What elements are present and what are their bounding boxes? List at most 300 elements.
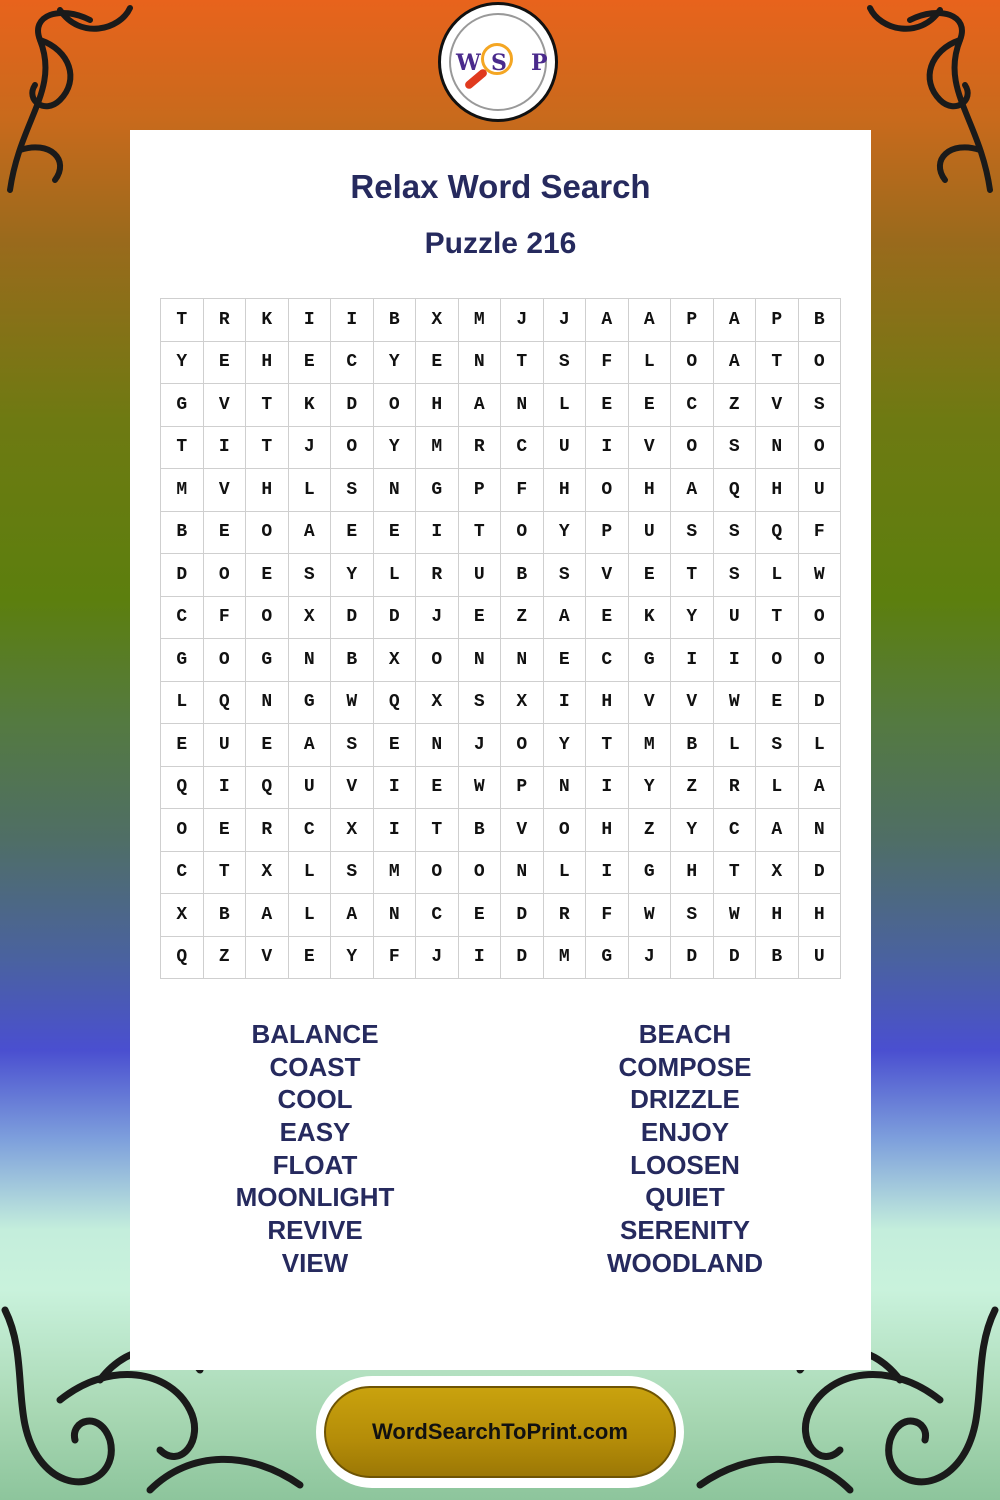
grid-cell[interactable]: D [501, 894, 544, 937]
grid-cell[interactable]: J [501, 299, 544, 342]
word-item: BEACH [638, 1019, 732, 1049]
grid-cell[interactable]: U [628, 511, 671, 554]
grid-cell[interactable]: S [798, 384, 841, 427]
grid-cell[interactable]: C [161, 596, 204, 639]
grid-cell[interactable]: D [331, 596, 374, 639]
grid-cell[interactable]: N [501, 851, 544, 894]
grid-cell[interactable]: X [501, 681, 544, 724]
grid-cell[interactable]: Y [543, 511, 586, 554]
grid-cell[interactable]: H [543, 469, 586, 512]
grid-cell[interactable]: U [458, 554, 501, 597]
grid-cell[interactable]: P [586, 511, 629, 554]
grid-cell[interactable]: Y [628, 766, 671, 809]
grid-cell[interactable]: X [331, 809, 374, 852]
grid-cell[interactable]: L [713, 724, 756, 767]
grid-cell[interactable]: O [246, 511, 289, 554]
grid-cell[interactable]: S [458, 681, 501, 724]
grid-cell[interactable]: N [501, 384, 544, 427]
grid-cell[interactable]: E [628, 384, 671, 427]
grid-cell[interactable]: R [543, 894, 586, 937]
grid-cell[interactable]: D [331, 384, 374, 427]
grid-cell[interactable]: F [203, 596, 246, 639]
grid-cell[interactable]: E [161, 724, 204, 767]
word-item: MOONLIGHT [235, 1182, 395, 1213]
grid-cell[interactable]: B [501, 554, 544, 597]
grid-cell[interactable]: U [798, 469, 841, 512]
grid-cell[interactable]: H [756, 894, 799, 937]
grid-cell[interactable]: I [713, 639, 756, 682]
grid-cell[interactable]: T [756, 596, 799, 639]
word-item: REVIVE [267, 1215, 363, 1246]
grid-cell[interactable]: Z [713, 384, 756, 427]
grid-cell[interactable]: B [161, 511, 204, 554]
grid-cell[interactable]: I [586, 766, 629, 809]
grid-cell[interactable]: H [586, 809, 629, 852]
grid-cell[interactable]: L [288, 851, 331, 894]
grid-cell[interactable]: T [246, 384, 289, 427]
letter-grid[interactable] [160, 298, 841, 979]
grid-cell[interactable]: G [586, 936, 629, 979]
grid-cell[interactable]: F [373, 936, 416, 979]
wsp-logo[interactable] [438, 2, 558, 122]
grid-cell[interactable]: S [331, 469, 374, 512]
grid-cell[interactable]: Z [203, 936, 246, 979]
grid-cell[interactable]: A [288, 724, 331, 767]
grid-cell[interactable]: O [586, 469, 629, 512]
grid-cell[interactable]: A [288, 511, 331, 554]
grid-cell[interactable]: C [161, 851, 204, 894]
grid-cell[interactable]: H [671, 851, 714, 894]
grid-row [161, 809, 841, 852]
grid-cell[interactable]: E [543, 639, 586, 682]
grid-cell[interactable]: M [543, 936, 586, 979]
word-list-left [130, 1018, 500, 1280]
grid-cell[interactable]: J [288, 426, 331, 469]
grid-cell[interactable]: L [373, 554, 416, 597]
grid-cell[interactable]: G [628, 851, 671, 894]
grid-cell[interactable]: O [246, 596, 289, 639]
grid-row [161, 426, 841, 469]
grid-row [161, 469, 841, 512]
grid-cell[interactable]: A [713, 341, 756, 384]
grid-cell[interactable]: G [416, 469, 459, 512]
grid-cell[interactable]: S [288, 554, 331, 597]
grid-cell[interactable]: E [246, 554, 289, 597]
grid-cell[interactable]: B [458, 809, 501, 852]
grid-cell[interactable]: C [586, 639, 629, 682]
grid-cell[interactable]: H [756, 469, 799, 512]
grid-cell[interactable]: S [543, 554, 586, 597]
grid-cell[interactable]: E [246, 724, 289, 767]
grid-cell[interactable]: T [671, 554, 714, 597]
grid-cell[interactable]: M [416, 426, 459, 469]
grid-cell[interactable]: E [288, 936, 331, 979]
grid-cell[interactable]: S [543, 341, 586, 384]
grid-cell[interactable]: B [331, 639, 374, 682]
grid-cell[interactable]: E [203, 511, 246, 554]
grid-cell[interactable]: K [288, 384, 331, 427]
grid-cell[interactable]: A [586, 299, 629, 342]
word-item: LOOSEN [630, 1149, 740, 1180]
grid-cell[interactable]: S [713, 554, 756, 597]
word-item: DRIZZLE [630, 1084, 740, 1115]
grid-cell[interactable]: I [458, 936, 501, 979]
grid-cell[interactable]: X [373, 639, 416, 682]
grid-cell[interactable]: R [416, 554, 459, 597]
grid-cell[interactable]: A [756, 809, 799, 852]
grid-row [161, 384, 841, 427]
grid-cell[interactable]: O [458, 851, 501, 894]
grid-cell[interactable]: V [671, 681, 714, 724]
ornament-top-left [0, 0, 140, 200]
grid-cell[interactable]: R [458, 426, 501, 469]
grid-cell[interactable]: L [628, 341, 671, 384]
grid-cell[interactable]: Q [161, 766, 204, 809]
word-item: WOODLAND [607, 1247, 763, 1278]
grid-row [161, 681, 841, 724]
grid-cell[interactable]: E [586, 596, 629, 639]
grid-cell[interactable]: I [416, 511, 459, 554]
grid-cell[interactable]: M [458, 299, 501, 342]
grid-cell[interactable]: L [161, 681, 204, 724]
grid-cell[interactable]: N [798, 809, 841, 852]
grid-cell[interactable]: E [288, 341, 331, 384]
site-link-button[interactable]: WordSearchToPrint.com [324, 1386, 676, 1478]
grid-cell[interactable]: T [161, 299, 204, 342]
grid-cell[interactable]: I [203, 766, 246, 809]
grid-cell[interactable]: O [416, 639, 459, 682]
grid-cell[interactable]: B [671, 724, 714, 767]
grid-cell[interactable]: N [501, 639, 544, 682]
grid-cell[interactable]: E [458, 894, 501, 937]
grid-cell[interactable]: V [203, 469, 246, 512]
grid-cell[interactable]: L [288, 894, 331, 937]
grid-cell[interactable]: Y [671, 809, 714, 852]
grid-cell[interactable]: W [458, 766, 501, 809]
grid-cell[interactable]: V [203, 384, 246, 427]
grid-cell[interactable]: R [713, 766, 756, 809]
grid-cell[interactable]: A [246, 894, 289, 937]
grid-cell[interactable]: J [416, 936, 459, 979]
grid-cell[interactable]: V [756, 384, 799, 427]
grid-cell[interactable]: E [756, 681, 799, 724]
grid-cell[interactable]: S [671, 894, 714, 937]
grid-cell[interactable]: U [798, 936, 841, 979]
grid-row [161, 596, 841, 639]
grid-cell[interactable]: G [246, 639, 289, 682]
site-link-frame [316, 1376, 684, 1488]
grid-cell[interactable]: A [543, 596, 586, 639]
grid-cell[interactable]: N [288, 639, 331, 682]
grid-cell[interactable]: C [331, 341, 374, 384]
grid-cell[interactable]: E [373, 724, 416, 767]
logo-letter-s: S [491, 50, 507, 76]
grid-cell[interactable]: K [628, 596, 671, 639]
grid-cell[interactable]: F [501, 469, 544, 512]
grid-cell[interactable]: H [246, 469, 289, 512]
grid-cell[interactable]: A [458, 384, 501, 427]
grid-cell[interactable]: W [798, 554, 841, 597]
grid-cell[interactable]: B [203, 894, 246, 937]
grid-cell[interactable]: M [373, 851, 416, 894]
word-item: BALANCE [251, 1019, 379, 1049]
grid-cell[interactable]: A [671, 469, 714, 512]
grid-cell[interactable]: U [288, 766, 331, 809]
grid-cell[interactable]: I [373, 809, 416, 852]
grid-cell[interactable]: W [713, 894, 756, 937]
grid-cell[interactable]: J [416, 596, 459, 639]
grid-cell[interactable]: V [628, 681, 671, 724]
grid-cell[interactable]: O [798, 639, 841, 682]
grid-cell[interactable]: I [288, 299, 331, 342]
grid-cell[interactable]: S [756, 724, 799, 767]
grid-cell[interactable]: C [671, 384, 714, 427]
grid-cell[interactable]: E [416, 341, 459, 384]
grid-cell[interactable]: L [543, 851, 586, 894]
grid-cell[interactable]: N [458, 341, 501, 384]
grid-cell[interactable]: Q [756, 511, 799, 554]
grid-cell[interactable]: C [288, 809, 331, 852]
grid-row [161, 639, 841, 682]
grid-cell[interactable]: S [713, 426, 756, 469]
grid-cell[interactable]: O [501, 511, 544, 554]
grid-row [161, 341, 841, 384]
grid-cell[interactable]: E [203, 809, 246, 852]
grid-cell[interactable]: L [288, 469, 331, 512]
grid-cell[interactable]: B [798, 299, 841, 342]
grid-cell[interactable]: O [798, 426, 841, 469]
grid-cell[interactable]: S [331, 724, 374, 767]
grid-cell[interactable]: G [288, 681, 331, 724]
grid-cell[interactable]: N [756, 426, 799, 469]
grid-cell[interactable]: J [628, 936, 671, 979]
grid-cell[interactable]: V [628, 426, 671, 469]
word-item: ENJOY [640, 1117, 730, 1148]
grid-cell[interactable]: T [246, 426, 289, 469]
grid-cell[interactable]: D [373, 596, 416, 639]
grid-cell[interactable]: N [458, 639, 501, 682]
grid-cell[interactable]: E [458, 596, 501, 639]
grid-cell[interactable]: D [713, 936, 756, 979]
word-item: COAST [269, 1051, 361, 1082]
grid-cell[interactable]: P [756, 299, 799, 342]
grid-cell[interactable]: O [501, 724, 544, 767]
grid-cell[interactable]: V [331, 766, 374, 809]
grid-cell[interactable]: G [161, 384, 204, 427]
grid-cell[interactable]: O [798, 341, 841, 384]
grid-cell[interactable]: D [798, 681, 841, 724]
grid-cell[interactable]: O [373, 384, 416, 427]
grid-cell[interactable]: C [501, 426, 544, 469]
grid-cell[interactable]: B [373, 299, 416, 342]
grid-cell[interactable]: C [713, 809, 756, 852]
grid-cell[interactable]: O [671, 426, 714, 469]
grid-cell[interactable]: L [543, 384, 586, 427]
grid-cell[interactable]: T [203, 851, 246, 894]
grid-cell[interactable]: T [501, 341, 544, 384]
grid-cell[interactable]: O [161, 809, 204, 852]
grid-cell[interactable]: K [246, 299, 289, 342]
grid-cell[interactable]: Z [671, 766, 714, 809]
grid-cell[interactable]: D [798, 851, 841, 894]
grid-row [161, 554, 841, 597]
grid-cell[interactable]: I [203, 426, 246, 469]
grid-cell[interactable]: H [416, 384, 459, 427]
grid-cell[interactable]: E [203, 341, 246, 384]
grid-cell[interactable]: E [586, 384, 629, 427]
grid-cell[interactable]: E [416, 766, 459, 809]
grid-cell[interactable]: Q [246, 766, 289, 809]
grid-cell[interactable]: A [798, 766, 841, 809]
grid-cell[interactable]: U [543, 426, 586, 469]
grid-cell[interactable]: Y [373, 341, 416, 384]
grid-cell[interactable]: O [543, 809, 586, 852]
grid-cell[interactable]: G [628, 639, 671, 682]
grid-cell[interactable]: U [203, 724, 246, 767]
grid-cell[interactable]: S [331, 851, 374, 894]
grid-cell[interactable]: V [246, 936, 289, 979]
grid-row [161, 936, 841, 979]
grid-cell[interactable]: L [756, 554, 799, 597]
grid-cell[interactable]: O [203, 554, 246, 597]
grid-cell[interactable]: P [501, 766, 544, 809]
grid-cell[interactable]: F [586, 894, 629, 937]
grid-cell[interactable]: X [416, 299, 459, 342]
grid-cell[interactable]: S [713, 511, 756, 554]
grid-cell[interactable]: R [246, 809, 289, 852]
word-item: COOL [277, 1084, 353, 1115]
grid-cell[interactable]: E [331, 511, 374, 554]
grid-cell[interactable]: H [628, 469, 671, 512]
grid-cell[interactable]: G [161, 639, 204, 682]
grid-cell[interactable]: D [671, 936, 714, 979]
grid-cell[interactable]: O [331, 426, 374, 469]
grid-cell[interactable]: M [161, 469, 204, 512]
grid-cell[interactable]: H [246, 341, 289, 384]
logo-letter-w: W [456, 50, 481, 76]
grid-cell[interactable]: I [586, 426, 629, 469]
grid-row [161, 724, 841, 767]
grid-cell[interactable]: T [586, 724, 629, 767]
grid-row [161, 511, 841, 554]
grid-cell[interactable]: H [798, 894, 841, 937]
grid-cell[interactable]: V [586, 554, 629, 597]
grid-cell[interactable]: W [713, 681, 756, 724]
ornament-top-right [860, 0, 1000, 200]
grid-cell[interactable]: Y [373, 426, 416, 469]
grid-cell[interactable]: U [713, 596, 756, 639]
grid-cell[interactable]: H [586, 681, 629, 724]
grid-cell[interactable]: B [756, 936, 799, 979]
grid-cell[interactable]: P [458, 469, 501, 512]
word-item: FLOAT [272, 1149, 358, 1180]
word-item: COMPOSE [618, 1051, 752, 1082]
grid-cell[interactable]: X [416, 681, 459, 724]
grid-cell[interactable]: I [586, 851, 629, 894]
grid-cell[interactable]: I [331, 299, 374, 342]
grid-cell[interactable]: X [161, 894, 204, 937]
grid-cell[interactable]: O [798, 596, 841, 639]
grid-cell[interactable]: Q [713, 469, 756, 512]
grid-cell[interactable]: Z [501, 596, 544, 639]
grid-cell[interactable]: I [543, 681, 586, 724]
grid-cell[interactable]: Y [331, 936, 374, 979]
grid-cell[interactable]: I [373, 766, 416, 809]
grid-cell[interactable]: O [203, 639, 246, 682]
grid-cell[interactable]: X [756, 851, 799, 894]
grid-cell[interactable]: X [288, 596, 331, 639]
grid-cell[interactable]: N [373, 469, 416, 512]
grid-cell[interactable]: C [416, 894, 459, 937]
grid-cell[interactable]: L [798, 724, 841, 767]
grid-cell[interactable]: J [458, 724, 501, 767]
grid-cell[interactable]: A [713, 299, 756, 342]
grid-cell[interactable]: P [671, 299, 714, 342]
grid-row [161, 766, 841, 809]
word-item: EASY [279, 1117, 351, 1148]
grid-cell[interactable]: W [331, 681, 374, 724]
logo-letter-p: P [531, 50, 548, 76]
grid-cell[interactable]: M [628, 724, 671, 767]
grid-row [161, 851, 841, 894]
grid-cell[interactable]: N [416, 724, 459, 767]
grid-cell[interactable]: T [713, 851, 756, 894]
grid-row [161, 299, 841, 342]
grid-cell[interactable]: D [501, 936, 544, 979]
grid-cell[interactable]: T [416, 809, 459, 852]
grid-cell[interactable]: V [501, 809, 544, 852]
grid-cell[interactable]: J [543, 299, 586, 342]
puzzle-number: Puzzle 216 [424, 227, 577, 260]
grid-cell[interactable]: Y [543, 724, 586, 767]
word-item: VIEW [281, 1247, 349, 1278]
page-title: Relax Word Search [350, 168, 651, 205]
grid-row [161, 894, 841, 937]
grid-cell[interactable]: Q [373, 681, 416, 724]
grid-cell[interactable]: N [246, 681, 289, 724]
puzzle-card [130, 130, 871, 1370]
grid-cell[interactable]: F [798, 511, 841, 554]
word-list-right [500, 1018, 870, 1280]
grid-cell[interactable]: O [416, 851, 459, 894]
grid-cell[interactable]: Y [331, 554, 374, 597]
grid-cell[interactable]: Y [671, 596, 714, 639]
grid-cell[interactable]: T [756, 341, 799, 384]
grid-cell[interactable]: T [458, 511, 501, 554]
grid-cell[interactable]: N [543, 766, 586, 809]
grid-cell[interactable]: S [671, 511, 714, 554]
grid-cell[interactable]: A [331, 894, 374, 937]
grid-cell[interactable]: N [373, 894, 416, 937]
grid-cell[interactable]: X [246, 851, 289, 894]
grid-cell[interactable]: L [756, 766, 799, 809]
grid-cell[interactable]: W [628, 894, 671, 937]
grid-cell[interactable]: Y [161, 341, 204, 384]
grid-cell[interactable]: F [586, 341, 629, 384]
grid-cell[interactable]: A [628, 299, 671, 342]
grid-cell[interactable]: Q [161, 936, 204, 979]
grid-cell[interactable]: E [628, 554, 671, 597]
grid-cell[interactable]: E [373, 511, 416, 554]
grid-cell[interactable]: T [161, 426, 204, 469]
grid-cell[interactable]: O [756, 639, 799, 682]
grid-cell[interactable]: I [671, 639, 714, 682]
grid-cell[interactable]: Z [628, 809, 671, 852]
grid-cell[interactable]: D [161, 554, 204, 597]
grid-cell[interactable]: R [203, 299, 246, 342]
grid-cell[interactable]: Q [203, 681, 246, 724]
grid-cell[interactable]: O [671, 341, 714, 384]
